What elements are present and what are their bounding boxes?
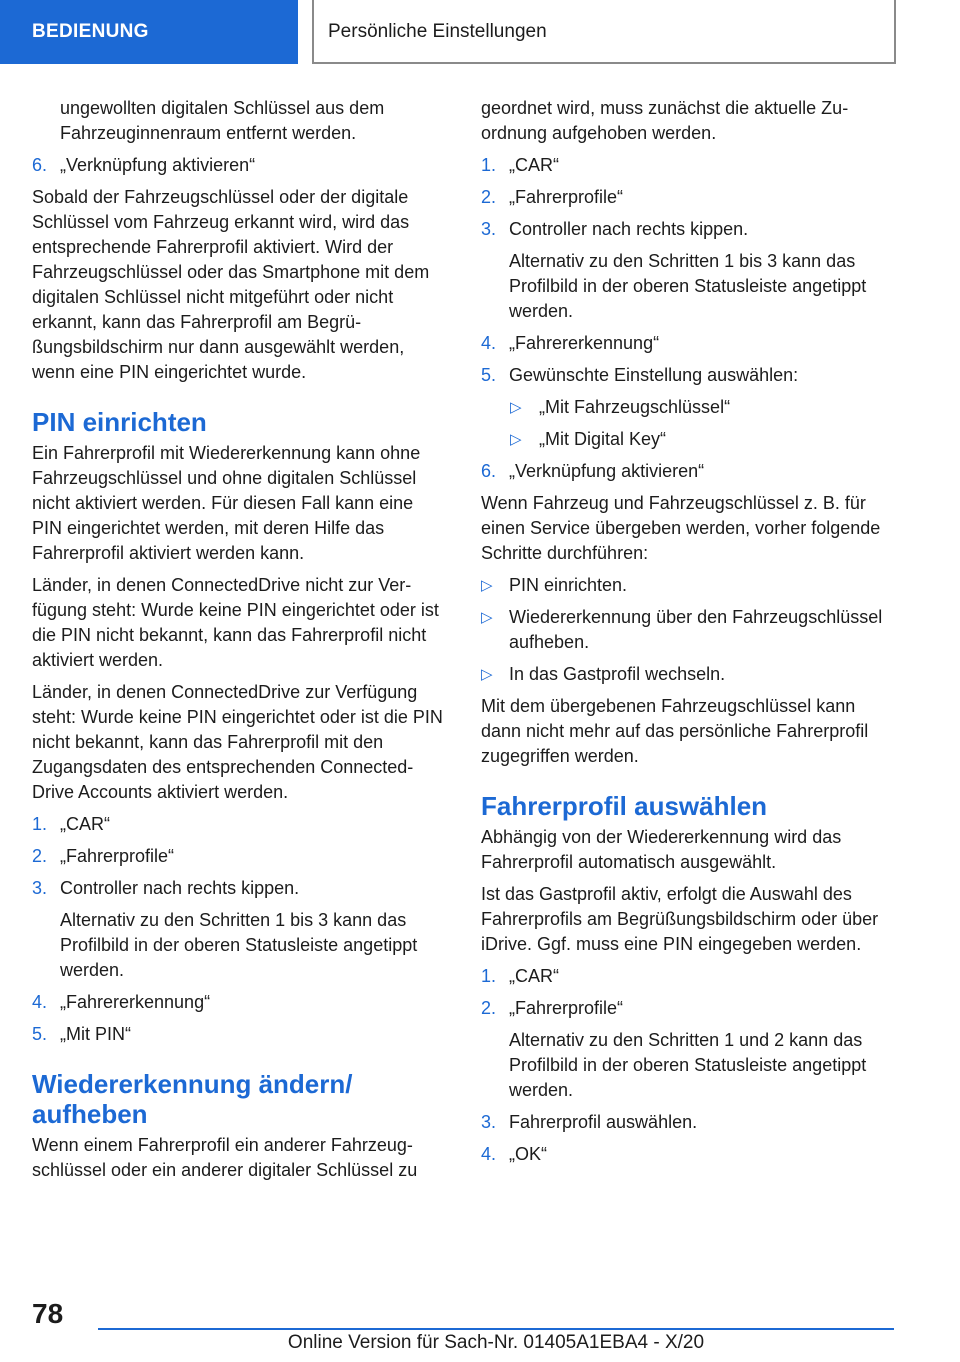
continued-text: ungewollten digitalen Schlüssel aus dem Fahrzeuginnenraum entfernt werden.: [60, 98, 385, 143]
bullet-item: [481, 573, 891, 598]
step-text: „Fahrerprofile“: [509, 998, 624, 1018]
footer-divider: [98, 1328, 894, 1330]
footer-version-text: Online Version für Sach-Nr. 01405A1EBA4 - X/20: [287, 1332, 705, 1353]
triangle-bullet-icon: ▷: [481, 609, 493, 626]
step-text: Gewünschte Einstellung auswählen:: [509, 365, 799, 385]
step-text: „CAR“: [60, 814, 110, 834]
list-item: [481, 217, 891, 242]
page-number: 78: [32, 1298, 64, 1329]
step-number: 4.: [481, 333, 497, 353]
paragraph: Sobald der Fahrzeugschlüssel oder der digitale Schlüssel vom Fahrzeug erkannt wird, wird das entsprechende Fahrerprofil aktiviert. Wird der Fahrzeugschlüssel oder das Smartphone mit dem digitalen Schlüssel nicht mitgeführt oder nicht erkannt, kann das Fahrerprofil am Begrüßungsbildschirm nur dann ausgewählt werden, wenn eine PIN eingerichtet wurde.: [32, 187, 430, 382]
step-text: „Fahrererkennung“: [60, 992, 211, 1012]
list-item: [481, 459, 891, 484]
paragraph: Wenn einem Fahrerprofil ein anderer Fahrzeugschlüssel oder ein anderer digitaler Schlüssel zu: [32, 1135, 418, 1180]
step-text: „Mit PIN“: [60, 1024, 131, 1044]
paragraph: Abhängig von der Wiedererkennung wird das Fahrerprofil automatisch ausgewählt.: [481, 827, 842, 872]
paragraph: Mit dem übergebenen Fahrzeugschlüssel kann dann nicht mehr auf das persönliche Fahrerprofil zugegriffen werden.: [481, 696, 869, 766]
paragraph: Ist das Gastprofil aktiv, erfolgt die Auswahl des Fahrerprofils am Begrüßungsbildschirm oder über iDrive. Ggf. muss eine PIN eingegeben werden.: [481, 884, 879, 954]
step-number: 1.: [481, 966, 497, 986]
step-text: „OK“: [509, 1144, 547, 1164]
list-item: [481, 363, 891, 388]
triangle-bullet-icon: ▷: [510, 399, 522, 416]
paragraph: Länder, in denen ConnectedDrive zur Verfügung steht: Wurde keine PIN eingerichtet oder ist die PIN nicht bekannt, kann das Fahrerprofil mit den Zugangsdaten des entsprechenden ConnectedDrive Accounts aktiviert werden.: [32, 682, 443, 802]
sub-option: [481, 395, 891, 420]
step-number: 2.: [481, 998, 497, 1018]
right-column: [481, 96, 891, 1174]
bullet-text: Wiedererkennung über den Fahrzeugschlüssel aufheben.: [509, 607, 883, 652]
step-text: „Fahrerprofile“: [509, 187, 624, 207]
step-note: Alternativ zu den Schritten 1 bis 3 kann das Profilbild in der oberen Statusleiste angetippt werden.: [509, 251, 867, 321]
triangle-bullet-icon: ▷: [481, 577, 493, 594]
list-item: [481, 153, 891, 178]
triangle-bullet-icon: ▷: [481, 666, 493, 683]
step-note: Alternativ zu den Schritten 1 bis 3 kann das Profilbild in der oberen Statusleiste angetippt werden.: [60, 910, 418, 980]
list-item: [481, 185, 891, 210]
step-number: 4.: [481, 1144, 497, 1164]
heading-wiedererkennung: Wiedererkennung ändern/ aufheben: [32, 1069, 353, 1129]
step-number: 3.: [32, 878, 48, 898]
bullet-item: [481, 605, 891, 655]
step-text: „Fahrerprofile“: [60, 846, 175, 866]
left-column: [32, 96, 444, 1190]
list-item: [481, 996, 891, 1021]
step-text: „CAR“: [509, 966, 559, 986]
section-tab[interactable]: BEDIENUNG: [0, 0, 298, 64]
list-item: [32, 990, 444, 1015]
sub-option: [481, 427, 891, 452]
list-item: [481, 964, 891, 989]
paragraph: Wenn Fahrzeug und Fahrzeugschlüssel z. B. für einen Service übergeben werden, vorher folgende Schritte durchführen:: [481, 493, 881, 563]
step-number: 3.: [481, 219, 497, 239]
heading-fahrerprofil-auswaehlen: Fahrerprofil auswählen: [481, 791, 768, 821]
heading-pin-einrichten: PIN einrichten: [32, 407, 207, 437]
list-item: [32, 812, 444, 837]
chapter-title: Persönliche Einstellungen: [312, 0, 896, 64]
step-number: 1.: [32, 814, 48, 834]
paragraph: Ein Fahrerprofil mit Wiedererkennung kann ohne Fahrzeugschlüssel und ohne digitalen Schlüssel nicht aktiviert werden. Für diesen Fall kann eine PIN eingerichtet werden, mit deren Hilfe das Fahrerprofil aktiviert werden kann.: [32, 443, 421, 563]
bullet-text: In das Gastprofil wechseln.: [509, 664, 726, 684]
bullet-text: PIN einrichten.: [509, 575, 628, 595]
step-text: „CAR“: [509, 155, 559, 175]
step-note: Alternativ zu den Schritten 1 und 2 kann das Profilbild in der oberen Statusleiste angetippt werden.: [509, 1030, 867, 1100]
list-item: [481, 331, 891, 356]
step-text: „Verknüpfung aktivieren“: [60, 155, 256, 175]
step-number: 4.: [32, 992, 48, 1012]
step-text: „Verknüpfung aktivieren“: [509, 461, 705, 481]
step-number: 6.: [481, 461, 497, 481]
option-text: „Mit Digital Key“: [539, 429, 667, 449]
step-text: Controller nach rechts kippen.: [509, 219, 749, 239]
page-header: [0, 0, 960, 66]
step-text: Fahrerprofil auswählen.: [509, 1112, 698, 1132]
step-number: 2.: [481, 187, 497, 207]
list-item: [32, 153, 444, 178]
step-number: 3.: [481, 1112, 497, 1132]
step-number: 1.: [481, 155, 497, 175]
option-text: „Mit Fahrzeugschlüssel“: [539, 397, 731, 417]
continued-text: geordnet wird, muss zunächst die aktuelle Zuordnung aufgehoben werden.: [481, 98, 849, 143]
step-number: 5.: [481, 365, 497, 385]
step-number: 6.: [32, 155, 48, 175]
step-number: 5.: [32, 1024, 48, 1044]
triangle-bullet-icon: ▷: [510, 431, 522, 448]
step-number: 2.: [32, 846, 48, 866]
list-item: [481, 1142, 891, 1167]
list-item: [32, 876, 444, 901]
paragraph: Länder, in denen ConnectedDrive nicht zur Verfügung steht: Wurde keine PIN eingerichtet oder ist die PIN nicht bekannt, kann das Fahrerprofil nicht aktiviert werden.: [32, 575, 439, 670]
list-item: [32, 844, 444, 869]
list-item: [32, 1022, 444, 1047]
bullet-item: [481, 662, 891, 687]
step-text: Controller nach rechts kippen.: [60, 878, 300, 898]
list-item: [481, 1110, 891, 1135]
step-text: „Fahrererkennung“: [509, 333, 660, 353]
